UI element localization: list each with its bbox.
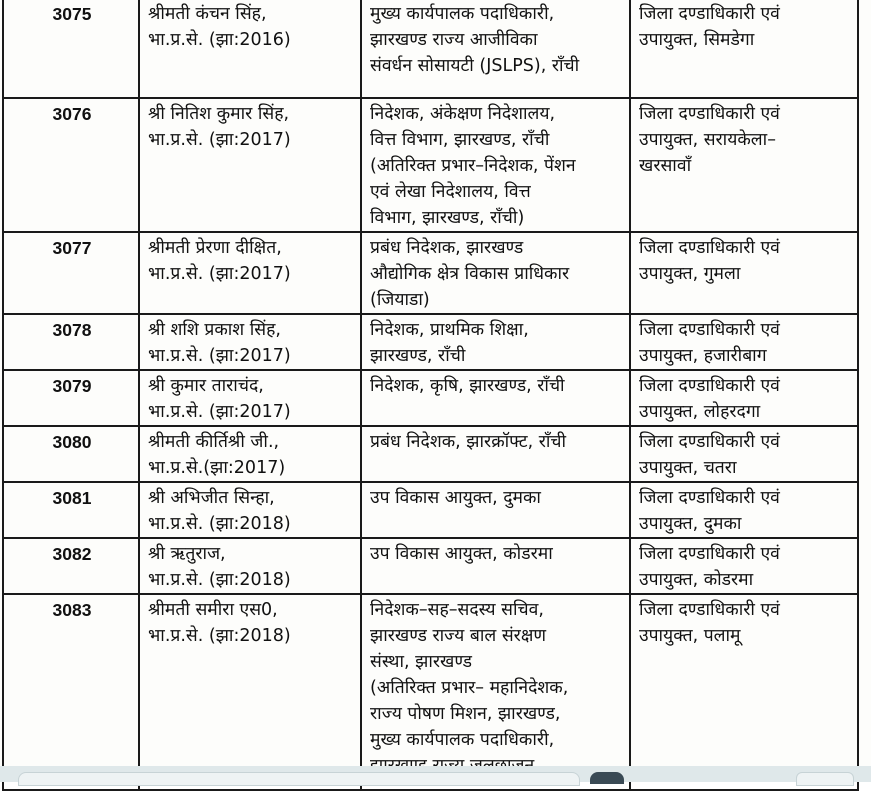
cell-text-line: निदेशक, अंकेक्षण निदेशालय, — [370, 104, 556, 124]
cell-text-line: भा.प्र.से. (झा:2018) — [148, 626, 291, 646]
current-posting-cell — [361, 594, 630, 790]
new-posting-cell — [630, 370, 858, 426]
cell-text-line: उपायुक्त, सिमडेगा — [639, 30, 755, 50]
cell-text-line: वित्त विभाग, झारखण्ड, राँची — [370, 130, 550, 150]
table-row — [3, 482, 858, 538]
table-row — [3, 370, 858, 426]
cell-text-line: निदेशक, कृषि, झारखण्ड, राँची — [370, 376, 565, 396]
cell-text-line: (अतिरिक्त प्रभार– महानिदेशक, — [370, 678, 569, 698]
officer-name-cell — [139, 594, 361, 790]
current-posting-cell — [361, 98, 630, 232]
cell-text-line: मुख्य कार्यपालक पदाधिकारी, — [370, 4, 555, 24]
cell-text-line: श्री ऋतुराज, — [148, 544, 226, 564]
cell-text-line: औद्योगिक क्षेत्र विकास प्राधिकार — [370, 264, 570, 284]
officer-name-cell — [139, 370, 361, 426]
serial-number-cell: 3080 — [3, 426, 139, 482]
serial-number-cell: 3078 — [3, 314, 139, 370]
cell-text-line: झारखण्ड राज्य बाल संरक्षण — [370, 626, 547, 646]
new-posting-cell — [630, 594, 858, 790]
new-posting-cell — [630, 314, 858, 370]
new-posting-cell — [630, 482, 858, 538]
cell-text-line: उपायुक्त, दुमका — [639, 514, 742, 534]
cell-text-line: भा.प्र.से. (झा:2017) — [148, 346, 291, 366]
table-row — [3, 232, 858, 314]
cell-text-line: झारखण्ड, राँची — [370, 346, 466, 366]
cell-text-line: जिला दण्डाधिकारी एवं — [639, 238, 780, 258]
new-posting-cell — [630, 232, 858, 314]
cell-text-line: उपायुक्त, लोहरदगा — [639, 402, 761, 422]
cell-text-line: उपायुक्त, हजारीबाग — [639, 346, 767, 366]
current-posting-cell — [361, 538, 630, 594]
cell-text-line: श्रीमती कीर्तिश्री जी., — [148, 432, 280, 452]
cell-text-line: प्रबंध निदेशक, झारक्रॉफ्ट, राँची — [370, 432, 567, 452]
viewer-input-pill — [18, 772, 580, 786]
cell-text-line: श्रीमती प्रेरणा दीक्षित, — [148, 238, 282, 258]
serial-number-cell: 3077 — [3, 232, 139, 314]
cell-text-line: जिला दण्डाधिकारी एवं — [639, 104, 780, 124]
cell-text-line: उप विकास आयुक्त, कोडरमा — [370, 544, 553, 564]
cell-text-line: भा.प्र.से. (झा:2017) — [148, 402, 291, 422]
cell-text-line: निदेशक, प्राथमिक शिक्षा, — [370, 320, 529, 340]
cell-text-line: एवं लेखा निदेशालय, वित्त — [370, 182, 531, 202]
cell-text-line: जिला दण्डाधिकारी एवं — [639, 488, 780, 508]
viewer-right-control — [796, 772, 854, 786]
cell-text-line: उपायुक्त, पलामू — [639, 626, 741, 646]
cell-text-line: श्री अभिजीत सिन्हा, — [148, 488, 275, 508]
cell-text-line: (जियाडा) — [370, 290, 430, 310]
cell-text-line: श्री नितिश कुमार सिंह, — [148, 104, 290, 124]
viewer-badge — [590, 772, 624, 784]
serial-number-cell: 3075 — [3, 0, 139, 98]
new-posting-cell — [630, 0, 858, 98]
officer-name-cell — [139, 426, 361, 482]
table-row — [3, 0, 858, 98]
serial-number-cell: 3083 — [3, 594, 139, 790]
cell-text-line: (अतिरिक्त प्रभार–निदेशक, पेंशन — [370, 156, 576, 176]
cell-text-line: झारखण्ड राज्य आजीविका — [370, 30, 538, 50]
cell-text-line: जिला दण्डाधिकारी एवं — [639, 544, 780, 564]
cell-text-line: भा.प्र.से.(झा:2017) — [148, 458, 286, 478]
table-row — [3, 538, 858, 594]
cell-text-line: भा.प्र.से. (झा:2018) — [148, 570, 291, 590]
current-posting-cell — [361, 482, 630, 538]
table-body — [3, 0, 858, 790]
officer-name-cell — [139, 0, 361, 98]
cell-text-line: संवर्धन सोसायटी (JSLPS), राँची — [370, 56, 580, 76]
cell-text-line: जिला दण्डाधिकारी एवं — [639, 432, 780, 452]
serial-number-cell: 3082 — [3, 538, 139, 594]
cell-text-line: विभाग, झारखण्ड, राँची) — [370, 208, 525, 228]
cell-text-line: राज्य पोषण मिशन, झारखण्ड, — [370, 704, 561, 724]
cell-text-line: जिला दण्डाधिकारी एवं — [639, 600, 780, 620]
current-posting-cell — [361, 0, 630, 98]
cell-text-line: श्री कुमार ताराचंद, — [148, 376, 264, 396]
current-posting-cell — [361, 314, 630, 370]
cell-text-line: निदेशक–सह–सदस्य सचिव, — [370, 600, 544, 620]
officer-name-cell — [139, 314, 361, 370]
cell-text-line: जिला दण्डाधिकारी एवं — [639, 320, 780, 340]
serial-number-cell: 3079 — [3, 370, 139, 426]
new-posting-cell — [630, 98, 858, 232]
serial-number-cell: 3076 — [3, 98, 139, 232]
cell-text-line: भा.प्र.से. (झा:2017) — [148, 264, 291, 284]
serial-number-cell: 3081 — [3, 482, 139, 538]
officer-name-cell — [139, 232, 361, 314]
table-row — [3, 426, 858, 482]
new-posting-cell — [630, 538, 858, 594]
cell-text-line: मुख्य कार्यपालक पदाधिकारी, — [370, 730, 555, 750]
table-row — [3, 98, 858, 232]
current-posting-cell — [361, 232, 630, 314]
cell-text-line: संस्था, झारखण्ड — [370, 652, 473, 672]
cell-text-line: जिला दण्डाधिकारी एवं — [639, 4, 780, 24]
cell-text-line: श्रीमती कंचन सिंह, — [148, 4, 267, 24]
cell-text-line: भा.प्र.से. (झा:2018) — [148, 514, 291, 534]
cell-text-line: उपायुक्त, गुमला — [639, 264, 741, 284]
cell-text-line: उपायुक्त, सरायकेला– — [639, 130, 776, 150]
officer-name-cell — [139, 538, 361, 594]
cell-text-line: उपायुक्त, चतरा — [639, 458, 737, 478]
officer-name-cell — [139, 98, 361, 232]
table-row — [3, 314, 858, 370]
cell-text-line: खरसावाँ — [639, 156, 692, 176]
cell-text-line: उप विकास आयुक्त, दुमका — [370, 488, 541, 508]
new-posting-cell — [630, 426, 858, 482]
cell-text-line: भा.प्र.से. (झा:2017) — [148, 130, 291, 150]
cell-text-line: प्रबंध निदेशक, झारखण्ड — [370, 238, 524, 258]
cell-text-line: जिला दण्डाधिकारी एवं — [639, 376, 780, 396]
cell-text-line: श्रीमती समीरा एस0, — [148, 600, 278, 620]
cell-text-line: उपायुक्त, कोडरमा — [639, 570, 754, 590]
current-posting-cell — [361, 426, 630, 482]
cell-text-line: श्री शशि प्रकाश सिंह, — [148, 320, 281, 340]
table-row — [3, 594, 858, 790]
officer-name-cell — [139, 482, 361, 538]
transfer-posting-table — [2, 0, 859, 791]
current-posting-cell — [361, 370, 630, 426]
cell-text-line: भा.प्र.से. (झा:2016) — [148, 30, 291, 50]
